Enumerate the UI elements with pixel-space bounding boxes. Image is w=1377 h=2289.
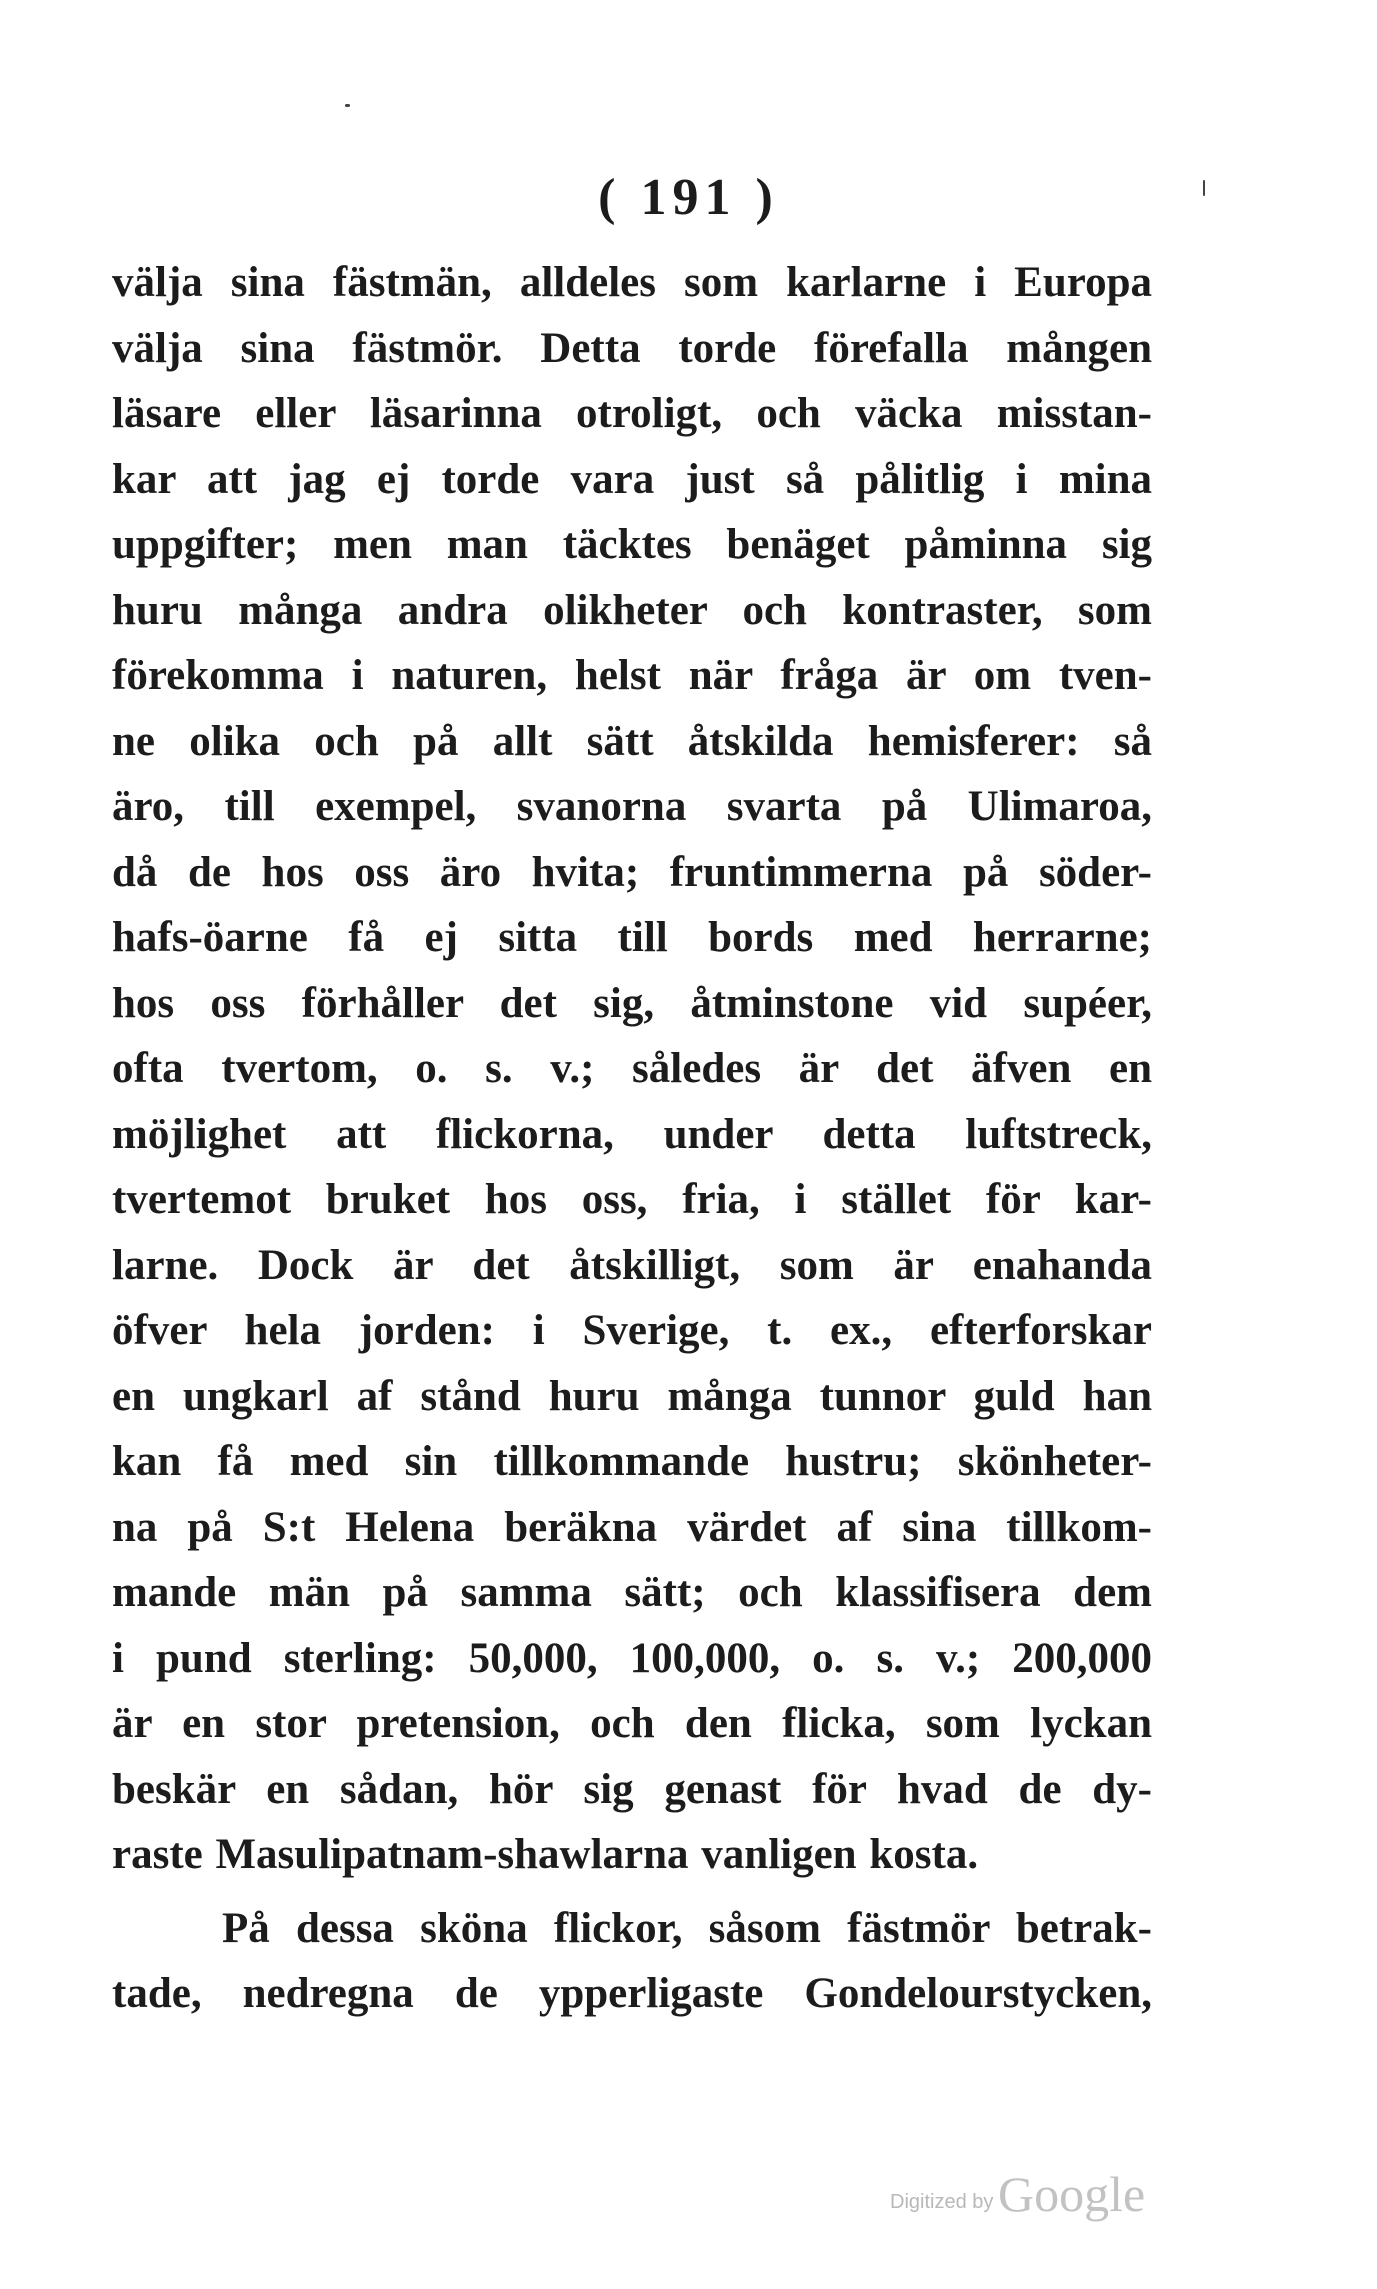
text-line: äro, till exempel, svanorna svarta på Ulimaroa, [112,783,1152,830]
text-line: uppgifter; men man täcktes benäget påminna sig [112,521,1152,568]
text-line: öfver hela jorden: i Sverige, t. ex., efterforskar [112,1307,1152,1354]
paragraph-gap [112,1888,1152,1896]
text-line: På dessa sköna flickor, såsom fästmör betrak- [222,1904,1152,1952]
text-line: tade, nedregna de ypperligaste Gondelourstycken, [112,1970,1152,2017]
text-line: då de hos oss äro hvita; fruntimmerna på söder- [112,848,1152,896]
text-line: huru många andra olikheter och kontraster, som [112,586,1152,634]
text-line: en ungkarl af stånd huru många tunnor guld han [112,1372,1152,1420]
text-line: beskär en sådan, hör sig genast för hvad de dy- [112,1765,1152,1813]
body-text [112,250,1152,2027]
text-line: hafs-öarne få ej sitta till bords med herrarne; [112,914,1152,961]
text-line: kan få med sin tillkommande hustru; skönheter- [112,1438,1152,1485]
text-line: ofta tvertom, o. s. v.; således är det äfven en [112,1045,1152,1092]
text-line: välja sina fästmän, alldeles som karlarne i Europa [112,259,1152,306]
text-line: ne olika och på allt sätt åtskilda hemisferer: så [112,717,1152,765]
text-line: möjlighet att flickorna, under detta luftstreck, [112,1110,1152,1158]
text-line: välja sina fästmör. Detta torde förefalla mången [112,324,1152,372]
page-number: ( 191 ) [598,169,779,226]
text-line: förekomma i naturen, helst när fråga är om tven- [112,652,1152,699]
text-line: larne. Dock är det åtskilligt, som är enahanda [112,1241,1152,1289]
text-line: raste Masulipatnam-shawlarna vanligen kosta. [112,1831,979,1878]
watermark-small-text: Digitized by [890,2191,994,2213]
google-logo: Google [998,2166,1146,2222]
paragraph-1 [112,250,1152,1888]
text-line: tvertemot bruket hos oss, fria, i stället för kar- [112,1176,1152,1223]
text-line: na på S:t Helena beräkna värdet af sina tillkom- [112,1503,1152,1551]
text-line: i pund sterling: 50,000, 100,000, o. s. v.; 200,000 [112,1634,1152,1682]
text-line: mande män på samma sätt; och klassifisera dem [112,1569,1152,1616]
scan-speck [345,104,350,107]
text-line: kar att jag ej torde vara just så pålitlig i mina [112,455,1152,503]
text-line: är en stor pretension, och den flicka, som lyckan [112,1700,1152,1747]
digitized-by-google-watermark [890,2165,1190,2225]
scan-speck [1203,180,1205,196]
text-line: läsare eller läsarinna otroligt, och väcka misstan- [112,390,1152,437]
text-line: hos oss förhåller det sig, åtminstone vid supéer, [112,979,1152,1027]
paragraph-2 [112,1896,1152,2027]
